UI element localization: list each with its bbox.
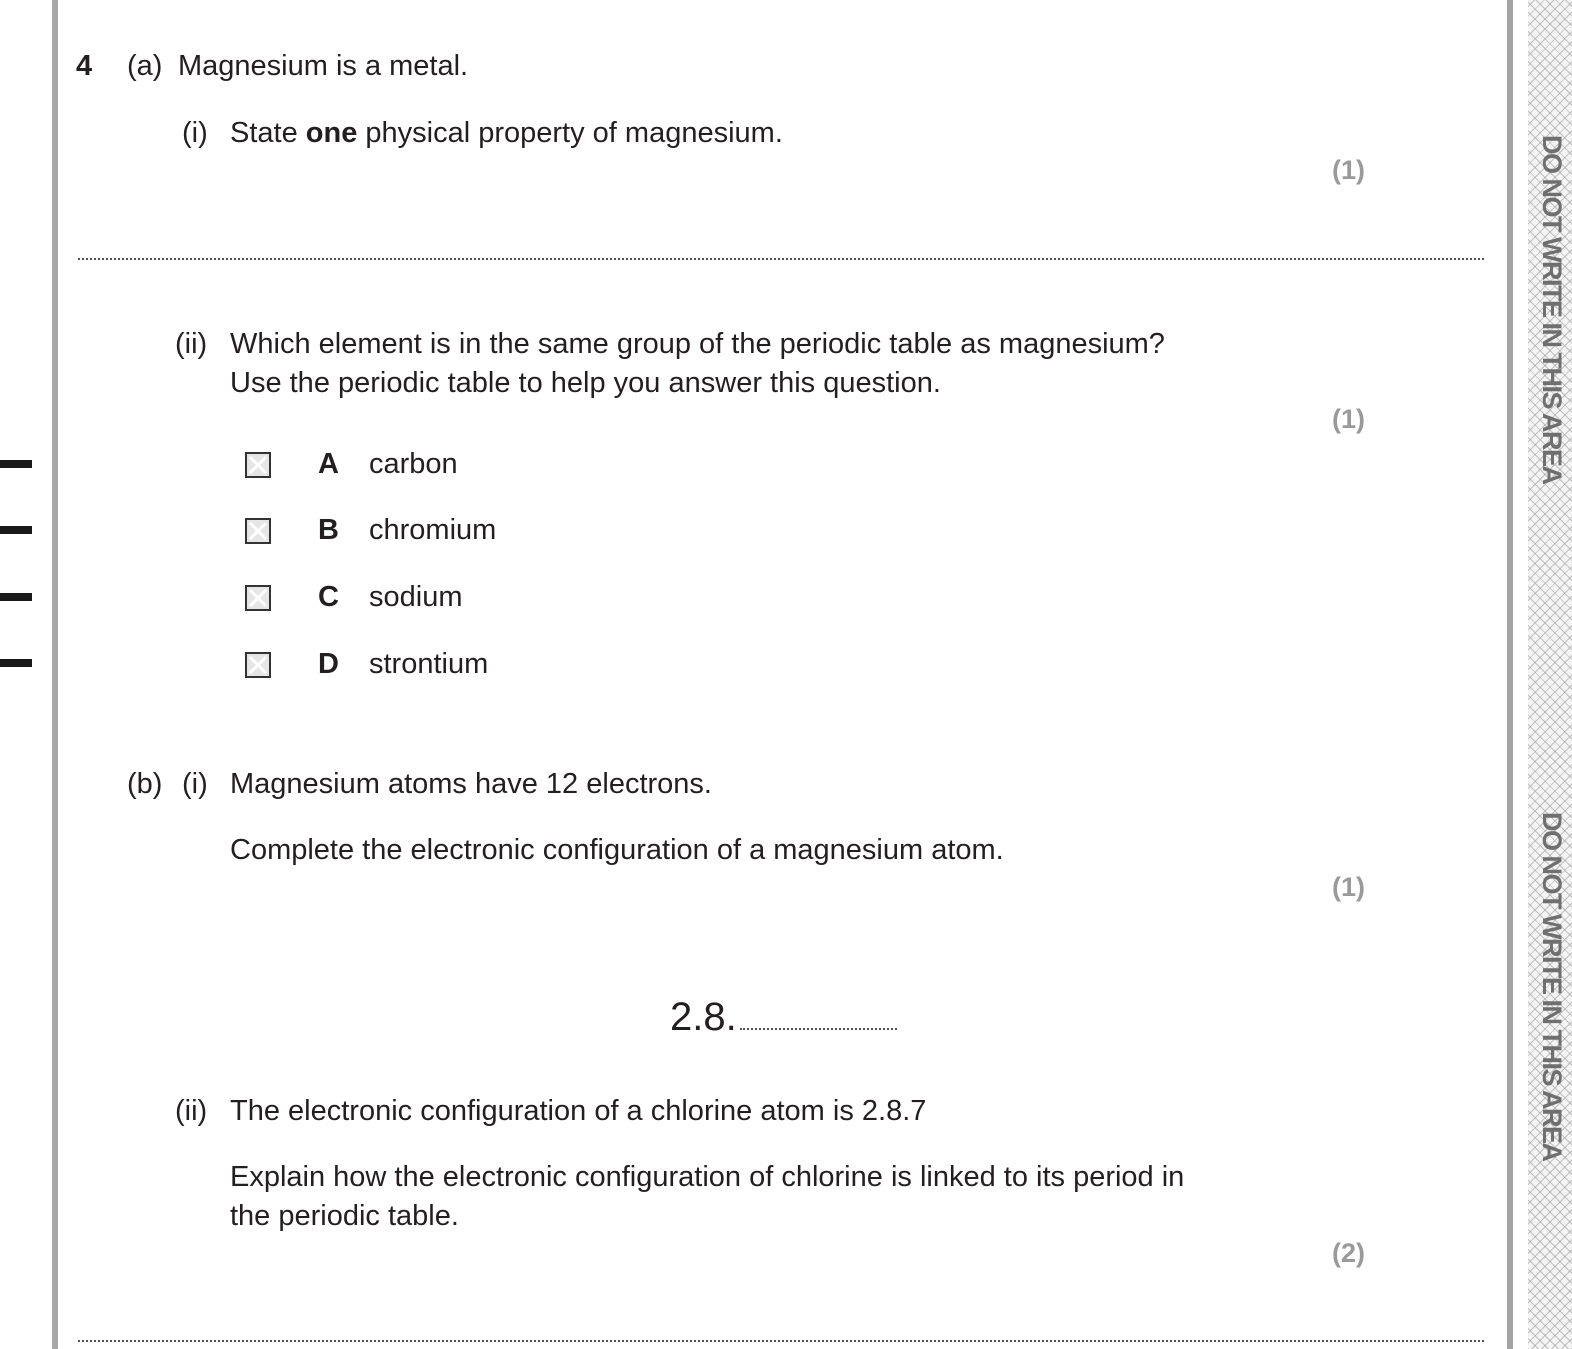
option-text: chromium: [369, 514, 497, 546]
right-page-border: [1507, 0, 1513, 1349]
part-a-i-question: [230, 114, 783, 152]
part-b-i-label: (i): [182, 768, 208, 800]
alignment-tick-mark: [0, 593, 32, 601]
option-text: strontium: [369, 648, 489, 680]
part-a-ii-line2: Use the periodic table to help you answer this question.: [230, 367, 941, 399]
part-a-i-label: (i): [182, 117, 208, 149]
part-b-ii-line2: Explain how the electronic configuration of chlorine is linked to its period in: [230, 1161, 1185, 1193]
option-letter: C: [318, 581, 339, 613]
answer-checkbox[interactable]: [245, 652, 271, 678]
option-letter: D: [318, 648, 339, 680]
option-letter: B: [318, 514, 339, 546]
emphasis-text: one: [305, 117, 358, 149]
part-b-label: (b): [127, 768, 163, 800]
alignment-tick-mark: [0, 526, 32, 534]
marks-b-ii: (2): [1332, 1238, 1365, 1268]
marks-a-ii: (1): [1332, 404, 1365, 434]
do-not-write-warning-bottom: DO NOT WRITE IN THIS AREA: [1537, 812, 1567, 1161]
answer-checkbox[interactable]: [245, 452, 271, 478]
cross-icon: [247, 520, 269, 542]
answer-checkbox[interactable]: [245, 585, 271, 611]
part-b-i-line1: Magnesium atoms have 12 electrons.: [230, 768, 712, 800]
option-letter: A: [318, 448, 339, 480]
part-b-ii-line3: the periodic table.: [230, 1200, 459, 1232]
cross-icon: [247, 587, 269, 609]
question-text: physical property of magnesium.: [357, 117, 783, 149]
question-number: 4: [76, 50, 93, 82]
cross-icon: [247, 654, 269, 676]
part-b-ii-line1: The electronic configuration of a chlorine atom is 2.8.7: [230, 1095, 927, 1127]
do-not-write-warning-top: DO NOT WRITE IN THIS AREA: [1537, 135, 1567, 484]
marks-a-i: (1): [1332, 155, 1365, 185]
part-b-ii-label: (ii): [175, 1095, 208, 1127]
configuration-answer-line[interactable]: [740, 1028, 897, 1030]
part-a-stem: Magnesium is a metal.: [178, 50, 469, 82]
answer-line-b-ii[interactable]: [78, 1340, 1484, 1342]
cross-icon: [247, 454, 269, 476]
part-b-i-line2: Complete the electronic configuration of a magnesium atom.: [230, 834, 1004, 866]
marks-b-i: (1): [1332, 872, 1365, 902]
part-a-label: (a): [127, 50, 163, 82]
option-text: carbon: [369, 448, 458, 480]
part-a-ii-line1: Which element is in the same group of the periodic table as magnesium?: [230, 328, 1165, 360]
option-text: sodium: [369, 581, 463, 613]
left-page-border: [52, 0, 58, 1349]
alignment-tick-mark: [0, 659, 32, 667]
answer-checkbox[interactable]: [245, 518, 271, 544]
part-a-ii-label: (ii): [175, 328, 208, 360]
alignment-tick-mark: [0, 460, 32, 468]
question-text: State: [230, 117, 306, 149]
answer-line-a-i[interactable]: [78, 258, 1484, 260]
electronic-configuration-prefix: 2.8.: [670, 995, 737, 1039]
